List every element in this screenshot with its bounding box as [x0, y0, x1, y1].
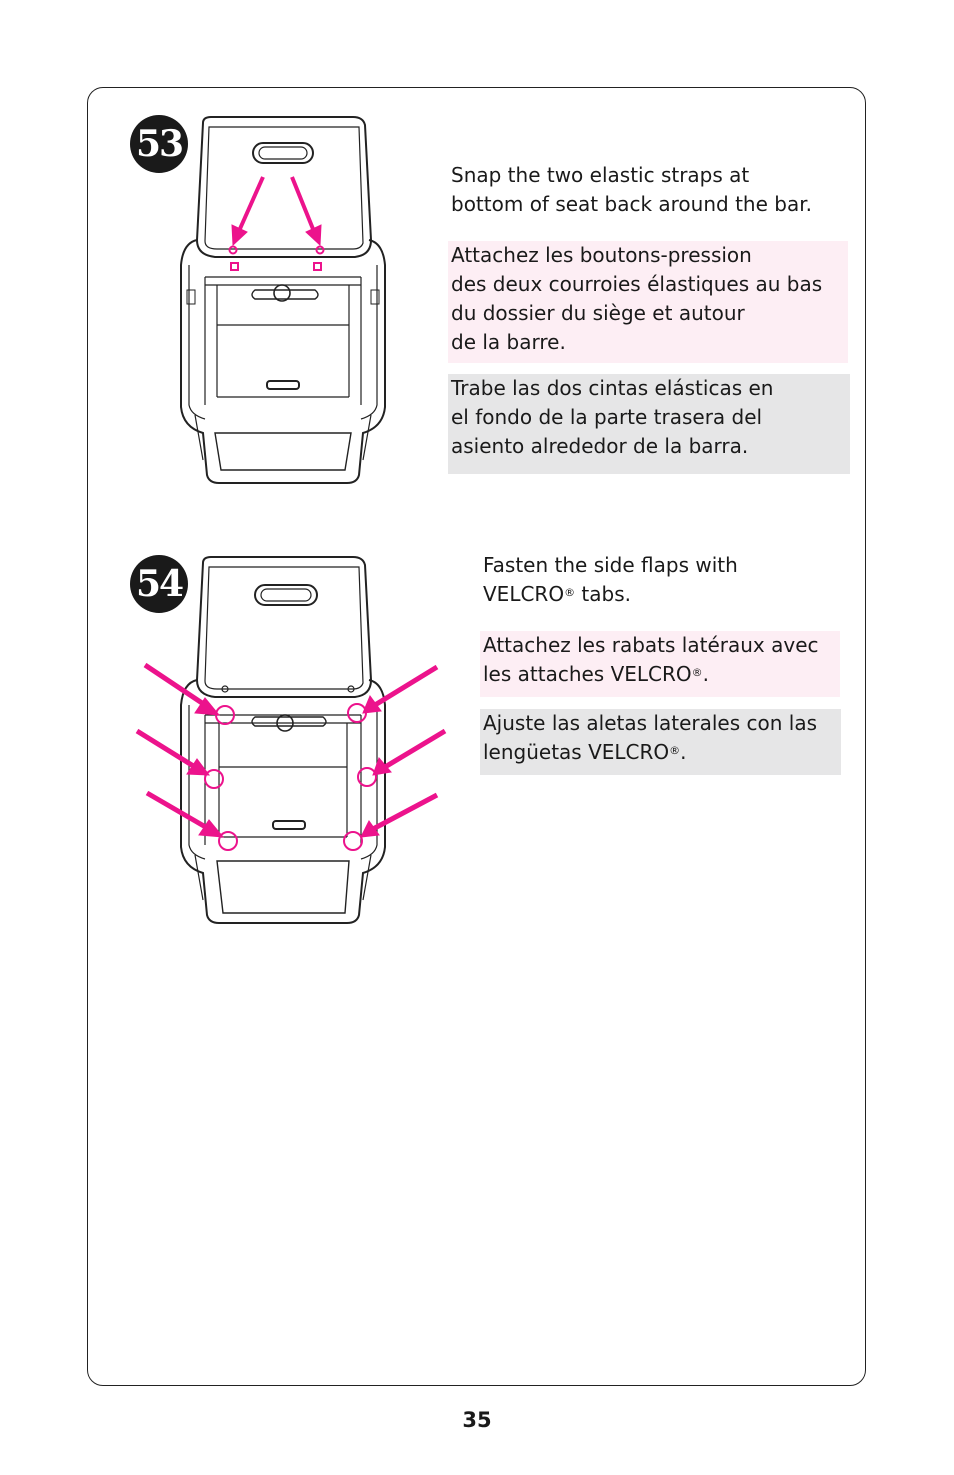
step-53-number: 53 — [135, 123, 183, 165]
step-54-english-text: Fasten the side flaps with VELCRO — [483, 553, 738, 606]
step-54-french-text: Attachez les rabats latéraux avec les attaches VELCRO — [483, 633, 819, 686]
registered-mark: ® — [691, 666, 703, 679]
registered-mark: ® — [669, 744, 681, 757]
step-54-english — [480, 551, 840, 609]
step-54-french-tail: . — [702, 662, 710, 686]
step-54-number: 54 — [135, 563, 183, 605]
step-54-english-tail: tabs. — [575, 582, 632, 606]
step-53-spanish: Trabe las dos cintas elásticas en el fondo de la parte trasera del asiento alrededor de la barra. — [448, 374, 850, 474]
step-54-french — [480, 631, 840, 697]
step-53-english: Snap the two elastic straps at bottom of seat back around the bar. — [451, 163, 812, 216]
step-53-french: Attachez les boutons-pression des deux courroies élastiques au bas du dossier du siège et autour de la barre. — [448, 241, 848, 363]
page-number: 35 — [462, 1408, 492, 1432]
step-53-illustration — [175, 115, 390, 487]
step-54-spanish — [480, 709, 841, 775]
step-54-spanish-text: Ajuste las aletas laterales con las lengüetas VELCRO — [483, 711, 817, 764]
registered-mark: ® — [564, 586, 576, 599]
step-54-illustration — [135, 555, 450, 925]
step-54-spanish-tail: . — [680, 740, 687, 764]
